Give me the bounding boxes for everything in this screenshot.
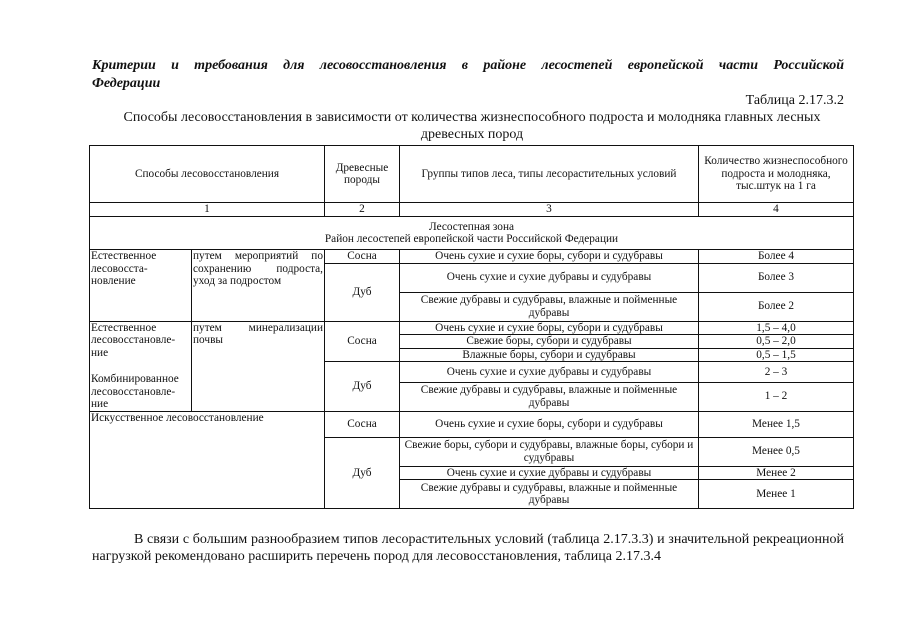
column-number-row	[90, 203, 854, 217]
group-cell: Свежие дубравы и судубравы, влажные и пойменные дубравы	[400, 382, 699, 411]
quantity-cell: 0,5 – 2,0	[699, 335, 854, 349]
header-species: Древесные породы	[325, 146, 400, 203]
heading-line-1: Критерии и требования для лесовосстановления в районе лесостепей европейской части Российской	[92, 58, 844, 73]
method-natural: Естественное лесовосстановле-ние	[91, 321, 176, 359]
column-number: 2	[325, 203, 400, 217]
column-number: 3	[400, 203, 699, 217]
table-caption: Способы лесовосстановления в зависимости от количества жизнеспособного подроста и молодняка главных лесных древесных пород	[123, 110, 821, 142]
group-cell: Очень сухие и сухие боры, субори и судубравы	[400, 250, 699, 264]
reforestation-table	[89, 145, 854, 509]
header-groups: Группы типов леса, типы лесорастительных условий	[400, 146, 699, 203]
method-combined: Комбинированное лесовосстановле-ние	[91, 373, 179, 410]
table-row	[90, 250, 854, 264]
quantity-cell: Более 4	[699, 250, 854, 264]
quantity-cell: 1,5 – 4,0	[699, 321, 854, 335]
table-header-row	[90, 146, 854, 203]
region-title: Район лесостепей европейской части Российской Федерации	[324, 233, 619, 245]
group-cell: Очень сухие и сухие дубравы и судубравы	[400, 263, 699, 292]
method-cell: Искусственное лесовосстановление	[90, 411, 325, 509]
group-cell: Очень сухие и сухие боры, субори и судубравы	[400, 321, 699, 335]
group-cell: Свежие дубравы и судубравы, влажные и пойменные дубравы	[400, 480, 699, 509]
quantity-cell: 2 – 3	[699, 362, 854, 383]
table-row	[90, 411, 854, 437]
group-cell: Очень сухие и сухие дубравы и судубравы	[400, 362, 699, 383]
document-heading	[92, 57, 844, 93]
table-number: Таблица 2.17.3.2	[745, 93, 844, 108]
zone-title: Лесостепная зона	[428, 220, 515, 233]
quantity-cell: Более 2	[699, 292, 854, 321]
species-cell: Сосна	[325, 411, 400, 437]
group-cell: Свежие боры, субори и судубравы, влажные боры, субори и судубравы	[400, 437, 699, 466]
quantity-cell: Менее 2	[699, 466, 854, 480]
group-cell: Свежие боры, субори и судубравы	[400, 335, 699, 349]
group-cell: Очень сухие и сухие боры, субори и судубравы	[400, 411, 699, 437]
group-cell: Очень сухие и сухие дубравы и судубравы	[400, 466, 699, 480]
submethod-cell: путем минерализации почвы	[192, 321, 325, 411]
group-cell: Влажные боры, субори и судубравы	[400, 348, 699, 362]
quantity-cell: 0,5 – 1,5	[699, 348, 854, 362]
column-number: 1	[90, 203, 325, 217]
quantity-cell: Менее 1	[699, 480, 854, 509]
quantity-cell: Менее 1,5	[699, 411, 854, 437]
quantity-cell: Более 3	[699, 263, 854, 292]
header-methods: Способы лесовосстановления	[90, 146, 325, 203]
species-cell: Дуб	[325, 362, 400, 412]
species-cell: Сосна	[325, 321, 400, 362]
species-cell: Дуб	[325, 263, 400, 321]
column-number: 4	[699, 203, 854, 217]
method-cell	[90, 321, 192, 411]
quantity-cell: 1 – 2	[699, 382, 854, 411]
header-quantity: Количество жизнеспособного подроста и молодняка, тыс.штук на 1 га	[699, 146, 854, 203]
submethod-cell: путем мероприятий по сохранению подроста, уход за подростом	[192, 250, 325, 322]
footer-paragraph: В связи с большим разнообразием типов лесорастительных условий (таблица 2.17.3.3) и значительной рекреационной нагрузкой рекомендовано расширить перечень пород для лесовосстановления, таблица 2.17.3.4	[92, 532, 844, 564]
method-cell: Естественное лесовосста-новление	[90, 250, 192, 322]
quantity-cell: Менее 0,5	[699, 437, 854, 466]
species-cell: Сосна	[325, 250, 400, 264]
zone-cell	[90, 217, 854, 250]
species-cell: Дуб	[325, 437, 400, 509]
zone-row	[90, 217, 854, 250]
heading-line-2: Федерации	[92, 76, 161, 91]
table-row	[90, 321, 854, 335]
group-cell: Свежие дубравы и судубравы, влажные и пойменные дубравы	[400, 292, 699, 321]
